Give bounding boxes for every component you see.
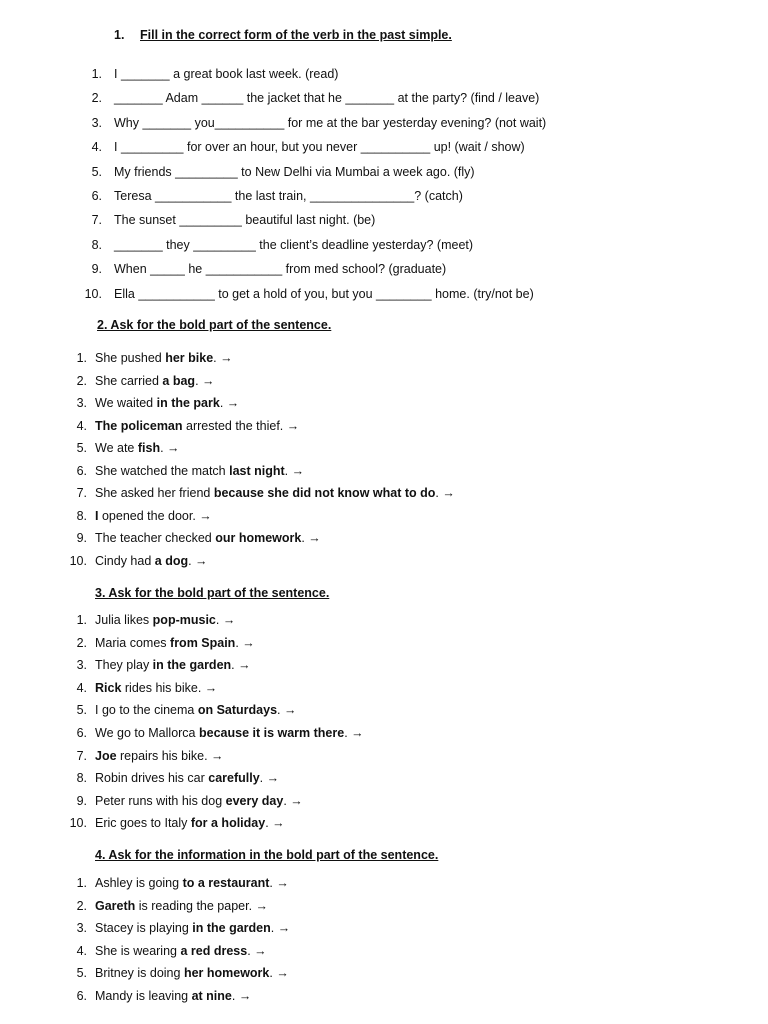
section4-heading (95, 848, 438, 862)
item-text: The sunset _________ beautiful last night. (be) (114, 213, 376, 228)
item-number: 7. (76, 486, 87, 500)
item-text-end: . → (160, 441, 180, 455)
list-item (76, 463, 455, 486)
list-item (76, 875, 290, 898)
item-text: She asked her friend (95, 486, 214, 500)
list-item (76, 373, 455, 396)
item-bold-text: I (95, 508, 99, 523)
item-number: 2. (91, 91, 102, 106)
item-number: 3. (76, 658, 87, 673)
item-bold-text: her homework (183, 966, 270, 981)
item-number: 3. (91, 115, 102, 130)
item-text: She carried (95, 373, 163, 388)
item-text: They play (95, 658, 153, 673)
item-number: 4. (76, 943, 87, 958)
item-text-end: is reading the paper. → (135, 898, 269, 913)
item-text: She watched the match (95, 463, 230, 478)
item-text: Britney is doing (95, 966, 184, 981)
section1-list (84, 66, 547, 310)
list-item (76, 748, 364, 771)
section4-list (76, 875, 291, 1011)
item-bold-text: last night (229, 463, 285, 478)
item-bold-text: because she did not know what to do (213, 486, 436, 500)
item-bold-text: fish (137, 441, 161, 455)
item-bold-text: Gareth (95, 898, 136, 913)
item-text: I _______ a great book last week. (read) (114, 67, 339, 81)
section2-title: 2. Ask for the bold part of the sentence. (97, 318, 332, 332)
item-text-end: rides his bike. → (121, 680, 218, 695)
item-text: I _________ for over an hour, but you never __________ up! (wait / show) (114, 140, 525, 155)
item-text-end: . → (435, 486, 455, 500)
list-item (69, 815, 364, 838)
item-number: 3. (76, 396, 87, 410)
item-text: Ella ___________ to get a hold of you, but you ________ home. (try/not be) (114, 286, 534, 301)
item-text-end: . → (213, 351, 233, 365)
item-number: 2. (76, 635, 87, 650)
item-text-end: arrested the thief. → (182, 418, 300, 433)
item-text: My friends _________ to New Delhi via Mumbai a week ago. (fly) (114, 164, 475, 179)
item-number: 5. (76, 441, 87, 455)
item-number: 7. (76, 748, 87, 763)
item-text-end: . → (195, 373, 215, 388)
item-text-end: . → (215, 613, 236, 627)
item-text: We ate (95, 441, 138, 455)
item-number: 9. (91, 262, 102, 277)
item-bold-text: carefully (208, 771, 260, 786)
item-text: We waited (95, 396, 157, 410)
list-item (69, 553, 455, 576)
list-item (91, 212, 546, 236)
list-item (76, 350, 455, 373)
item-text: Ashley is going (95, 876, 183, 890)
item-bold-text: a bag (162, 373, 196, 388)
item-text-end: . → (235, 635, 255, 650)
item-bold-text: a red dress (180, 943, 248, 958)
list-item (76, 702, 364, 725)
item-number: 2. (76, 373, 87, 388)
list-item (91, 188, 546, 212)
item-number: 6. (91, 188, 102, 203)
item-number: 4. (76, 418, 87, 433)
item-text: I go to the cinema (95, 703, 198, 718)
item-number: 1. (76, 613, 87, 627)
item-number: 4. (76, 680, 87, 695)
item-text-end: opened the door. → (98, 508, 212, 523)
item-bold-text: for a holiday (190, 816, 266, 831)
item-number: 5. (76, 703, 87, 718)
item-text: Maria comes (95, 635, 171, 650)
item-number: 1. (76, 351, 87, 365)
item-bold-text: in the park (156, 396, 220, 410)
item-text: When _____ he ___________ from med school? (graduate) (114, 262, 447, 277)
list-item (91, 237, 546, 261)
item-text: The teacher checked (95, 531, 216, 545)
item-text-end: . → (188, 553, 208, 568)
item-number: 8. (91, 237, 102, 252)
item-text: Peter runs with his dog (95, 793, 226, 808)
item-bold-text: Rick (95, 680, 122, 695)
list-item (76, 793, 364, 816)
item-text-end: repairs his bike. → (116, 748, 224, 763)
list-item (76, 725, 364, 748)
list-item (84, 286, 546, 310)
item-bold-text: to a restaurant (182, 876, 270, 890)
list-item (91, 66, 546, 90)
item-text: She pushed (95, 351, 166, 365)
section4-title: 4. Ask for the information in the bold part of the sentence. (95, 848, 439, 862)
item-text: She is wearing (95, 943, 181, 958)
item-bold-text: The policeman (95, 418, 183, 433)
list-item (76, 680, 364, 703)
section3-title: 3. Ask for the bold part of the sentence. (95, 586, 330, 600)
list-item (76, 943, 290, 966)
item-text: We go to Mallorca (95, 725, 199, 740)
item-bold-text: her bike (165, 351, 214, 365)
item-text-end: . → (231, 658, 251, 673)
item-text: _______ they _________ the client’s deadline yesterday? (meet) (114, 237, 474, 252)
item-text-end: . → (259, 771, 280, 786)
list-item (76, 920, 291, 943)
section1-title: Fill in the correct form of the verb in the past simple. (140, 28, 452, 42)
item-number: 8. (76, 771, 87, 786)
list-item (76, 898, 290, 921)
list-item (76, 395, 455, 418)
list-item (91, 261, 546, 285)
item-text: Eric goes to Italy (95, 816, 191, 831)
item-text-end: . → (301, 531, 321, 545)
item-text: Stacey is playing (95, 921, 193, 936)
list-item (76, 418, 455, 441)
item-text-end: . → (277, 703, 297, 718)
item-number: 10. (69, 816, 87, 831)
item-number: 5. (76, 966, 87, 981)
list-item (76, 508, 455, 531)
item-number: 1. (91, 67, 102, 81)
item-number: 7. (91, 213, 102, 228)
item-text: Teresa ___________ the last train, _______________? (catch) (114, 188, 463, 203)
item-number: 9. (76, 793, 87, 808)
item-text-end: . → (283, 793, 303, 808)
item-text-end: . → (247, 943, 267, 958)
item-number: 9. (76, 531, 87, 545)
section2-list (69, 350, 455, 575)
item-text: Cindy had (95, 553, 155, 568)
item-bold-text: because it is warm there (198, 725, 345, 740)
list-item (76, 965, 290, 988)
item-text: Robin drives his car (95, 771, 209, 786)
item-bold-text: every day (225, 793, 284, 808)
item-bold-text: at nine (191, 988, 232, 1003)
list-item (91, 90, 546, 114)
list-item (76, 612, 364, 635)
item-bold-text: on Saturdays (197, 703, 278, 718)
item-text: Julia likes (95, 613, 153, 627)
list-item (76, 988, 290, 1011)
item-number: 8. (76, 508, 87, 523)
item-number: 6. (76, 988, 87, 1003)
item-bold-text: pop-music (152, 613, 216, 627)
section1-heading (114, 28, 452, 42)
item-text-end: . → (219, 396, 240, 410)
section3-list (69, 612, 364, 838)
item-number: 10. (69, 553, 87, 568)
list-item (76, 770, 364, 793)
item-number: 4. (91, 140, 102, 155)
item-number: 5. (91, 164, 102, 179)
section1-number: 1. (114, 28, 125, 42)
item-bold-text: from Spain (170, 635, 236, 650)
section3-heading (95, 586, 329, 600)
item-text-end: . → (344, 725, 364, 740)
list-item (76, 657, 364, 680)
list-item (91, 115, 547, 139)
item-number: 6. (76, 725, 87, 740)
item-text-end: . → (270, 921, 291, 936)
item-number: 3. (76, 921, 87, 936)
item-text: _______ Adam ______ the jacket that he _______ at the party? (find / leave) (114, 91, 540, 106)
item-text-end: . → (231, 988, 252, 1003)
list-item (76, 635, 364, 658)
item-text-end: . → (269, 966, 289, 981)
item-text-end: . → (265, 816, 285, 831)
item-text: Why _______ you__________ for me at the bar yesterday evening? (not wait) (114, 115, 547, 130)
list-item (76, 440, 455, 463)
item-text-end: . → (284, 463, 305, 478)
section2-heading (97, 318, 331, 332)
list-item (91, 164, 546, 188)
item-number: 1. (76, 876, 87, 890)
item-bold-text: a dog (154, 553, 189, 568)
item-number: 6. (76, 463, 87, 478)
item-bold-text: in the garden (152, 658, 232, 673)
item-bold-text: our homework (215, 531, 302, 545)
item-bold-text: in the garden (192, 921, 271, 936)
list-item (91, 139, 546, 163)
item-bold-text: Joe (95, 748, 117, 763)
list-item (76, 530, 455, 553)
item-text: Mandy is leaving (95, 988, 192, 1003)
item-number: 2. (76, 898, 87, 913)
item-text-end: . → (269, 876, 289, 890)
item-number: 10. (84, 286, 102, 301)
list-item (76, 485, 455, 508)
